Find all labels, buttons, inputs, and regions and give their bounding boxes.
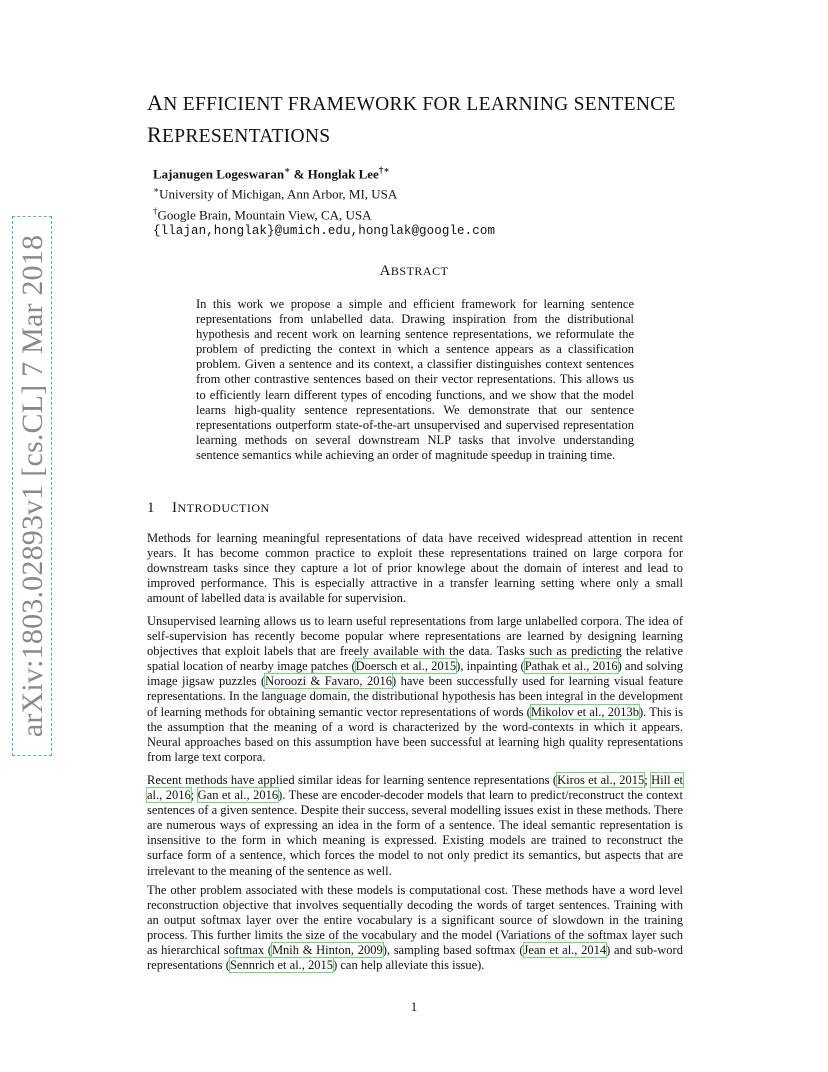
paragraph-1: Methods for learning meaningful representations of data have received widespread attention in recent years. It has become common practice to exploit these representations trained on large corpora for downstream tasks since they capture a lot of prior knowlege about the domain of interest and lead to improved performance. This is especially attractive in a transfer learning setting where only a small amount of labelled data is available for supervision. [147, 531, 683, 606]
affiliation-1: ∗University of Michigan, Ann Arbor, MI, USA [153, 185, 398, 202]
citation-link[interactable]: Mikolov et al., 2013b [530, 704, 639, 719]
title-line-2: REPRESENTATIONS [147, 122, 331, 147]
citation-link[interactable]: Jean et al., 2014 [523, 943, 607, 958]
arxiv-identifier: arXiv:1803.02893v1 [cs.CL] 7 Mar 2018 [12, 216, 52, 756]
author-names: Lajanugen Logeswaran∗ & Honglak Lee†∗ [153, 165, 390, 182]
author-emails: {llajan,honglak}@umich.edu,honglak@google.com [153, 223, 496, 238]
section-heading-introduction: 1 INTRODUCTION [147, 500, 270, 516]
citation-link[interactable]: Sennrich et al., 2015 [229, 958, 334, 973]
paragraph-4: The other problem associated with these models is computational cost. These methods have a word level reconstruction objective that involves sequentially decoding the words of target sentences. Training with an output softmax layer over the entire vocabulary is a significant source of slowdown in the training process. This further limits the size of the vocabulary and the model (Variations of the softmax layer such as hierarchical softmax (Mnih & Hinton, 2009), sampling based softmax (Jean et al., 2014) and sub-word representations (Sennrich et al., 2015) can help alleviate this issue). [147, 883, 683, 973]
citation-link[interactable]: Hill et al., 2016 [147, 773, 683, 803]
affiliation-2: †Google Brain, Mountain View, CA, USA [153, 205, 372, 222]
paragraph-3: Recent methods have applied similar ideas for learning sentence representations (Kiros et al., 2015; Hill et al., 2016; Gan et al., 2016). These are encoder-decoder models that learn to predict/reconstruct the context sentences of a given sentence. Despite their success, several modelling issues exist in these methods. There are numerous ways of expressing an idea in the form of a sentence. The ideal semantic representation is insensitive to the form in which meaning is expressed. Existing models are trained to reconstruct the surface form of a sentence, which forces the model to not only predict its semantics, but aspects that are irrelevant to the meaning of the sentence as well. [147, 773, 683, 878]
citation-link[interactable]: Noroozi & Favaro, 2016 [265, 674, 393, 689]
abstract-text: In this work we propose a simple and efficient framework for learning sentence representations from unlabelled data. Drawing inspiration from the distributional hypothesis and recent work on learning sentence representations, we reformulate the problem of predicting the context in which a sentence appears as a classification problem. Given a sentence and its context, a classifier distinguishes context sentences from other contrastive sentences based on their vector representations. This allows us to efficiently learn different types of encoding functions, and we show that the model learns high-quality sentence representations. We demonstrate that our sentence representations outperform state-of-the-art unsupervised and supervised representation learning methods on several downstream NLP tasks that involve understanding sentence semantics while achieving an order of magnitude speedup in training time. [196, 297, 634, 462]
page-number: 1 [410, 999, 418, 1014]
citation-link[interactable]: Mnih & Hinton, 2009 [271, 943, 383, 958]
citation-link[interactable]: Gan et al., 2016 [197, 788, 279, 803]
citation-link[interactable]: Pathak et al., 2016 [524, 659, 618, 674]
paper-title [147, 88, 707, 152]
title-line-1: AN EFFICIENT FRAMEWORK FOR LEARNING SENTENCE [147, 90, 676, 115]
paragraph-2: Unsupervised learning allows us to learn useful representations from large unlabelled corpora. The idea of self-supervision has recently become popular where representations are learned by designing learning objectives that exploit labels that are freely available with the data. Tasks such as predicting the relative spatial location of nearby image patches (Doersch et al., 2015), inpainting (Pathak et al., 2016) and solving image jigsaw puzzles (Noroozi & Favaro, 2016) have been successfully used for learning visual feature representations. In the language domain, the distributional hypothesis has been integral in the development of learning methods for obtaining semantic vector representations of words (Mikolov et al., 2013b). This is the assumption that the meaning of a word is characterized by the word-contexts in which it appears. Neural approaches based on this assumption have been successful at learning high quality representations from large text corpora. [147, 614, 683, 764]
citation-link[interactable]: Doersch et al., 2015 [355, 659, 457, 674]
abstract-heading: ABSTRACT [379, 263, 449, 279]
citation-link[interactable]: Kiros et al., 2015 [557, 773, 645, 787]
author-block [153, 162, 495, 240]
